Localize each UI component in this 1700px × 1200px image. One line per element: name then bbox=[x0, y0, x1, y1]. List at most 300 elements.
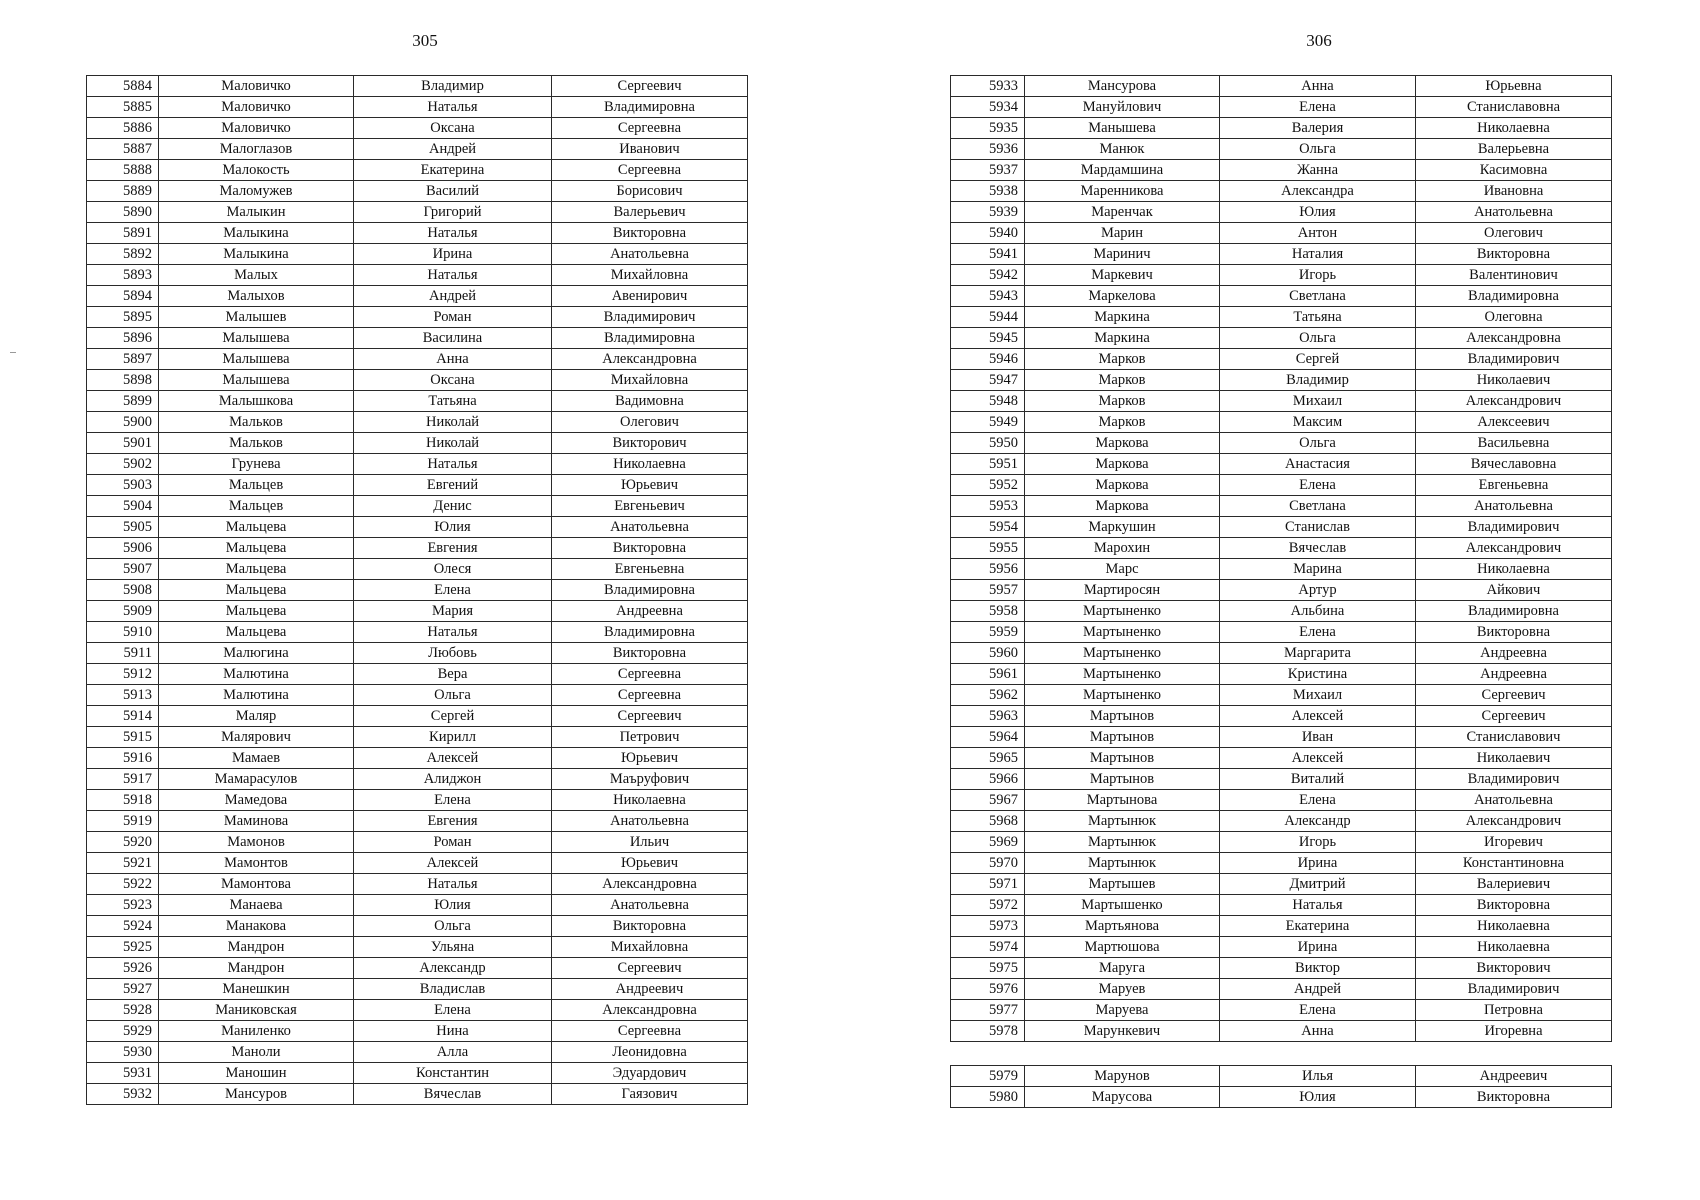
patronymic-cell: Владимировна bbox=[1416, 286, 1612, 307]
patronymic-cell: Викторовна bbox=[552, 223, 748, 244]
row-number-cell: 5918 bbox=[87, 790, 159, 811]
first-name-cell: Анна bbox=[1220, 1021, 1416, 1042]
patronymic-cell: Евгеньевна bbox=[552, 559, 748, 580]
table-row bbox=[951, 412, 1612, 433]
table-row bbox=[87, 769, 748, 790]
row-number-cell: 5935 bbox=[951, 118, 1025, 139]
surname-cell: Мальков bbox=[159, 433, 354, 454]
patronymic-cell: Владимировна bbox=[552, 622, 748, 643]
first-name-cell: Валерия bbox=[1220, 118, 1416, 139]
first-name-cell: Роман bbox=[354, 832, 552, 853]
patronymic-cell: Эдуардович bbox=[552, 1063, 748, 1084]
table-row bbox=[87, 475, 748, 496]
row-number-cell: 5957 bbox=[951, 580, 1025, 601]
first-name-cell: Сергей bbox=[354, 706, 552, 727]
table-row bbox=[87, 223, 748, 244]
patronymic-cell: Валерьевич bbox=[552, 202, 748, 223]
first-name-cell: Василий bbox=[354, 181, 552, 202]
patronymic-cell: Владимировна bbox=[552, 97, 748, 118]
surname-cell: Марунов bbox=[1025, 1066, 1220, 1087]
surname-cell: Мартьянова bbox=[1025, 916, 1220, 937]
table-row bbox=[87, 685, 748, 706]
surname-cell: Мартынов bbox=[1025, 727, 1220, 748]
first-name-cell: Юлия bbox=[1220, 1087, 1416, 1108]
surname-cell: Малютина bbox=[159, 664, 354, 685]
table-row bbox=[951, 286, 1612, 307]
first-name-cell: Татьяна bbox=[1220, 307, 1416, 328]
table-row bbox=[951, 979, 1612, 1000]
first-name-cell: Алексей bbox=[1220, 706, 1416, 727]
table-row bbox=[87, 328, 748, 349]
patronymic-cell: Андреевна bbox=[552, 601, 748, 622]
row-number-cell: 5905 bbox=[87, 517, 159, 538]
row-number-cell: 5961 bbox=[951, 664, 1025, 685]
table-row bbox=[87, 97, 748, 118]
patronymic-cell: Сергеевич bbox=[552, 958, 748, 979]
table-row bbox=[951, 391, 1612, 412]
table-row bbox=[87, 559, 748, 580]
first-name-cell: Олеся bbox=[354, 559, 552, 580]
first-name-cell: Мария bbox=[354, 601, 552, 622]
surname-cell: Маруев bbox=[1025, 979, 1220, 1000]
first-name-cell: Илья bbox=[1220, 1066, 1416, 1087]
first-name-cell: Ольга bbox=[354, 916, 552, 937]
surname-cell: Мальцев bbox=[159, 496, 354, 517]
row-number-cell: 5933 bbox=[951, 76, 1025, 97]
row-number-cell: 5912 bbox=[87, 664, 159, 685]
patronymic-cell: Александрович bbox=[1416, 538, 1612, 559]
patronymic-cell: Николаевна bbox=[1416, 118, 1612, 139]
patronymic-cell: Валерьевна bbox=[1416, 139, 1612, 160]
patronymic-cell: Анатольевна bbox=[1416, 790, 1612, 811]
patronymic-cell: Гаязович bbox=[552, 1084, 748, 1105]
row-number-cell: 5955 bbox=[951, 538, 1025, 559]
row-number-cell: 5946 bbox=[951, 349, 1025, 370]
first-name-cell: Екатерина bbox=[354, 160, 552, 181]
first-name-cell: Николай bbox=[354, 433, 552, 454]
first-name-cell: Елена bbox=[1220, 790, 1416, 811]
table-row bbox=[87, 937, 748, 958]
surname-cell: Маркова bbox=[1025, 433, 1220, 454]
patronymic-cell: Владимирович bbox=[1416, 517, 1612, 538]
surname-cell: Мамонтова bbox=[159, 874, 354, 895]
first-name-cell: Виталий bbox=[1220, 769, 1416, 790]
table-row bbox=[87, 1021, 748, 1042]
row-number-cell: 5977 bbox=[951, 1000, 1025, 1021]
patronymic-cell: Касимовна bbox=[1416, 160, 1612, 181]
row-number-cell: 5889 bbox=[87, 181, 159, 202]
table-row bbox=[87, 664, 748, 685]
first-name-cell: Оксана bbox=[354, 370, 552, 391]
row-number-cell: 5959 bbox=[951, 622, 1025, 643]
first-name-cell: Ольга bbox=[354, 685, 552, 706]
surname-cell: Малышева bbox=[159, 349, 354, 370]
patronymic-cell: Владимировна bbox=[1416, 601, 1612, 622]
row-number-cell: 5969 bbox=[951, 832, 1025, 853]
surname-cell: Мальков bbox=[159, 412, 354, 433]
row-number-cell: 5891 bbox=[87, 223, 159, 244]
surname-cell: Малютина bbox=[159, 685, 354, 706]
registry-table-right-continuation bbox=[950, 1065, 1612, 1108]
surname-cell: Марункевич bbox=[1025, 1021, 1220, 1042]
table-row bbox=[951, 664, 1612, 685]
table-row bbox=[951, 349, 1612, 370]
table-row bbox=[951, 748, 1612, 769]
table-row bbox=[951, 1021, 1612, 1042]
first-name-cell: Маргарита bbox=[1220, 643, 1416, 664]
row-number-cell: 5958 bbox=[951, 601, 1025, 622]
surname-cell: Мартыненко bbox=[1025, 643, 1220, 664]
surname-cell: Мамаев bbox=[159, 748, 354, 769]
first-name-cell: Татьяна bbox=[354, 391, 552, 412]
patronymic-cell: Сергеевич bbox=[552, 76, 748, 97]
patronymic-cell: Авенирович bbox=[552, 286, 748, 307]
surname-cell: Маруева bbox=[1025, 1000, 1220, 1021]
surname-cell: Маловичко bbox=[159, 97, 354, 118]
surname-cell: Маренчак bbox=[1025, 202, 1220, 223]
surname-cell: Мартынова bbox=[1025, 790, 1220, 811]
first-name-cell: Наталья bbox=[354, 622, 552, 643]
table-row bbox=[87, 160, 748, 181]
surname-cell: Малышева bbox=[159, 370, 354, 391]
row-number-cell: 5915 bbox=[87, 727, 159, 748]
patronymic-cell: Михайловна bbox=[552, 265, 748, 286]
surname-cell: Маминова bbox=[159, 811, 354, 832]
surname-cell: Малюгина bbox=[159, 643, 354, 664]
row-number-cell: 5906 bbox=[87, 538, 159, 559]
patronymic-cell: Валериевич bbox=[1416, 874, 1612, 895]
surname-cell: Малоглазов bbox=[159, 139, 354, 160]
first-name-cell: Михаил bbox=[1220, 391, 1416, 412]
surname-cell: Мамонтов bbox=[159, 853, 354, 874]
surname-cell: Маринич bbox=[1025, 244, 1220, 265]
table-row bbox=[87, 1063, 748, 1084]
surname-cell: Мальцева bbox=[159, 622, 354, 643]
table-row bbox=[87, 895, 748, 916]
patronymic-cell: Николаевич bbox=[1416, 748, 1612, 769]
surname-cell: Маниленко bbox=[159, 1021, 354, 1042]
surname-cell: Мамедова bbox=[159, 790, 354, 811]
first-name-cell: Вячеслав bbox=[1220, 538, 1416, 559]
first-name-cell: Евгения bbox=[354, 811, 552, 832]
surname-cell: Маркина bbox=[1025, 328, 1220, 349]
row-number-cell: 5975 bbox=[951, 958, 1025, 979]
surname-cell: Грунева bbox=[159, 454, 354, 475]
patronymic-cell: Олеговна bbox=[1416, 307, 1612, 328]
patronymic-cell: Сергеевна bbox=[552, 160, 748, 181]
row-number-cell: 5950 bbox=[951, 433, 1025, 454]
row-number-cell: 5923 bbox=[87, 895, 159, 916]
patronymic-cell: Владимирович bbox=[1416, 769, 1612, 790]
patronymic-cell: Андреевич bbox=[552, 979, 748, 1000]
row-number-cell: 5936 bbox=[951, 139, 1025, 160]
table-row bbox=[951, 328, 1612, 349]
first-name-cell: Наталья bbox=[1220, 895, 1416, 916]
first-name-cell: Николай bbox=[354, 412, 552, 433]
row-number-cell: 5942 bbox=[951, 265, 1025, 286]
row-number-cell: 5963 bbox=[951, 706, 1025, 727]
first-name-cell: Антон bbox=[1220, 223, 1416, 244]
surname-cell: Марков bbox=[1025, 412, 1220, 433]
patronymic-cell: Станиславович bbox=[1416, 727, 1612, 748]
first-name-cell: Ольга bbox=[1220, 328, 1416, 349]
patronymic-cell: Николаевна bbox=[552, 790, 748, 811]
first-name-cell: Елена bbox=[1220, 475, 1416, 496]
row-number-cell: 5949 bbox=[951, 412, 1025, 433]
first-name-cell: Елена bbox=[354, 580, 552, 601]
patronymic-cell: Сергеевна bbox=[552, 1021, 748, 1042]
first-name-cell: Елена bbox=[1220, 97, 1416, 118]
table-row bbox=[87, 790, 748, 811]
patronymic-cell: Ивановна bbox=[1416, 181, 1612, 202]
table-row bbox=[87, 832, 748, 853]
table-row bbox=[87, 1084, 748, 1105]
surname-cell: Маляр bbox=[159, 706, 354, 727]
patronymic-cell: Владимирович bbox=[1416, 349, 1612, 370]
first-name-cell: Наталья bbox=[354, 223, 552, 244]
table-row bbox=[951, 496, 1612, 517]
patronymic-cell: Андреевна bbox=[1416, 643, 1612, 664]
row-number-cell: 5920 bbox=[87, 832, 159, 853]
table-row bbox=[87, 118, 748, 139]
patronymic-cell: Александрович bbox=[1416, 391, 1612, 412]
row-number-cell: 5926 bbox=[87, 958, 159, 979]
surname-cell: Маноли bbox=[159, 1042, 354, 1063]
table-row bbox=[87, 622, 748, 643]
first-name-cell: Наталья bbox=[354, 97, 552, 118]
first-name-cell: Александра bbox=[1220, 181, 1416, 202]
row-number-cell: 5937 bbox=[951, 160, 1025, 181]
surname-cell: Мамарасулов bbox=[159, 769, 354, 790]
row-number-cell: 5917 bbox=[87, 769, 159, 790]
surname-cell: Мартынов bbox=[1025, 706, 1220, 727]
surname-cell: Малыкина bbox=[159, 244, 354, 265]
table-row bbox=[951, 118, 1612, 139]
surname-cell: Маниковская bbox=[159, 1000, 354, 1021]
surname-cell: Мартыненко bbox=[1025, 622, 1220, 643]
table-row bbox=[951, 517, 1612, 538]
row-number-cell: 5886 bbox=[87, 118, 159, 139]
surname-cell: Мальцева bbox=[159, 580, 354, 601]
row-number-cell: 5943 bbox=[951, 286, 1025, 307]
first-name-cell: Евгения bbox=[354, 538, 552, 559]
row-number-cell: 5956 bbox=[951, 559, 1025, 580]
first-name-cell: Андрей bbox=[354, 286, 552, 307]
first-name-cell: Игорь bbox=[1220, 832, 1416, 853]
row-number-cell: 5948 bbox=[951, 391, 1025, 412]
patronymic-cell: Александровна bbox=[1416, 328, 1612, 349]
table-row bbox=[951, 307, 1612, 328]
surname-cell: Мальцева bbox=[159, 538, 354, 559]
table-row bbox=[951, 601, 1612, 622]
row-number-cell: 5976 bbox=[951, 979, 1025, 1000]
table-row bbox=[87, 391, 748, 412]
surname-cell: Мартышенко bbox=[1025, 895, 1220, 916]
table-row bbox=[87, 265, 748, 286]
patronymic-cell: Евгеньевич bbox=[552, 496, 748, 517]
surname-cell: Марков bbox=[1025, 370, 1220, 391]
patronymic-cell: Маъруфович bbox=[552, 769, 748, 790]
patronymic-cell: Олегович bbox=[1416, 223, 1612, 244]
table-row bbox=[951, 181, 1612, 202]
row-number-cell: 5895 bbox=[87, 307, 159, 328]
table-row bbox=[87, 517, 748, 538]
first-name-cell: Светлана bbox=[1220, 496, 1416, 517]
patronymic-cell: Вадимовна bbox=[552, 391, 748, 412]
patronymic-cell: Викторовна bbox=[552, 916, 748, 937]
surname-cell: Мартыненко bbox=[1025, 664, 1220, 685]
patronymic-cell: Викторовна bbox=[1416, 1087, 1612, 1108]
patronymic-cell: Викторовна bbox=[1416, 244, 1612, 265]
patronymic-cell: Юрьевич bbox=[552, 475, 748, 496]
row-number-cell: 5902 bbox=[87, 454, 159, 475]
table-row bbox=[951, 559, 1612, 580]
table-row bbox=[951, 685, 1612, 706]
surname-cell: Маркова bbox=[1025, 475, 1220, 496]
patronymic-cell: Игоревич bbox=[1416, 832, 1612, 853]
table-row bbox=[87, 979, 748, 1000]
row-number-cell: 5965 bbox=[951, 748, 1025, 769]
patronymic-cell: Сергеевна bbox=[552, 118, 748, 139]
first-name-cell: Юлия bbox=[1220, 202, 1416, 223]
table-row bbox=[951, 160, 1612, 181]
first-name-cell: Владислав bbox=[354, 979, 552, 1000]
surname-cell: Мануйлович bbox=[1025, 97, 1220, 118]
first-name-cell: Альбина bbox=[1220, 601, 1416, 622]
row-number-cell: 5939 bbox=[951, 202, 1025, 223]
first-name-cell: Сергей bbox=[1220, 349, 1416, 370]
patronymic-cell: Анатольевна bbox=[1416, 496, 1612, 517]
first-name-cell: Иван bbox=[1220, 727, 1416, 748]
surname-cell: Малых bbox=[159, 265, 354, 286]
table-row bbox=[87, 748, 748, 769]
surname-cell: Маловичко bbox=[159, 76, 354, 97]
first-name-cell: Наталья bbox=[354, 454, 552, 475]
first-name-cell: Вера bbox=[354, 664, 552, 685]
table-row bbox=[87, 139, 748, 160]
patronymic-cell: Васильевна bbox=[1416, 433, 1612, 454]
patronymic-cell: Андреевич bbox=[1416, 1066, 1612, 1087]
patronymic-cell: Анатольевна bbox=[552, 244, 748, 265]
row-number-cell: 5929 bbox=[87, 1021, 159, 1042]
patronymic-cell: Валентинович bbox=[1416, 265, 1612, 286]
patronymic-cell: Николаевич bbox=[1416, 370, 1612, 391]
surname-cell: Мартынов bbox=[1025, 769, 1220, 790]
surname-cell: Маломужев bbox=[159, 181, 354, 202]
first-name-cell: Ирина bbox=[1220, 937, 1416, 958]
table-row bbox=[87, 454, 748, 475]
first-name-cell: Юлия bbox=[354, 895, 552, 916]
row-number-cell: 5909 bbox=[87, 601, 159, 622]
row-number-cell: 5921 bbox=[87, 853, 159, 874]
row-number-cell: 5890 bbox=[87, 202, 159, 223]
table-row bbox=[951, 643, 1612, 664]
surname-cell: Марс bbox=[1025, 559, 1220, 580]
table-row bbox=[87, 181, 748, 202]
patronymic-cell: Игоревна bbox=[1416, 1021, 1612, 1042]
first-name-cell: Анна bbox=[1220, 76, 1416, 97]
surname-cell: Манаева bbox=[159, 895, 354, 916]
first-name-cell: Оксана bbox=[354, 118, 552, 139]
table-row bbox=[951, 97, 1612, 118]
table-row bbox=[951, 580, 1612, 601]
patronymic-cell: Алексеевич bbox=[1416, 412, 1612, 433]
row-number-cell: 5896 bbox=[87, 328, 159, 349]
first-name-cell: Анастасия bbox=[1220, 454, 1416, 475]
first-name-cell: Андрей bbox=[1220, 979, 1416, 1000]
row-number-cell: 5914 bbox=[87, 706, 159, 727]
patronymic-cell: Викторович bbox=[552, 433, 748, 454]
table-row bbox=[87, 307, 748, 328]
row-number-cell: 5945 bbox=[951, 328, 1025, 349]
table-row bbox=[951, 244, 1612, 265]
table-row bbox=[87, 286, 748, 307]
first-name-cell: Алексей bbox=[354, 853, 552, 874]
first-name-cell: Александр bbox=[354, 958, 552, 979]
patronymic-cell: Петровна bbox=[1416, 1000, 1612, 1021]
table-row bbox=[951, 958, 1612, 979]
table-row bbox=[951, 76, 1612, 97]
row-number-cell: 5940 bbox=[951, 223, 1025, 244]
surname-cell: Маловичко bbox=[159, 118, 354, 139]
table-row bbox=[951, 202, 1612, 223]
table-row bbox=[87, 76, 748, 97]
patronymic-cell: Иванович bbox=[552, 139, 748, 160]
scan-mark bbox=[10, 352, 16, 353]
table-row bbox=[951, 1087, 1612, 1108]
registry-table-right bbox=[950, 75, 1612, 1042]
first-name-cell: Ольга bbox=[1220, 433, 1416, 454]
first-name-cell: Игорь bbox=[1220, 265, 1416, 286]
first-name-cell: Александр bbox=[1220, 811, 1416, 832]
row-number-cell: 5901 bbox=[87, 433, 159, 454]
row-number-cell: 5962 bbox=[951, 685, 1025, 706]
first-name-cell: Наталия bbox=[1220, 244, 1416, 265]
surname-cell: Малыкин bbox=[159, 202, 354, 223]
patronymic-cell: Владимировна bbox=[552, 580, 748, 601]
table-row bbox=[87, 643, 748, 664]
first-name-cell: Кристина bbox=[1220, 664, 1416, 685]
row-number-cell: 5893 bbox=[87, 265, 159, 286]
table-row bbox=[951, 223, 1612, 244]
first-name-cell: Виктор bbox=[1220, 958, 1416, 979]
first-name-cell: Нина bbox=[354, 1021, 552, 1042]
surname-cell: Малышев bbox=[159, 307, 354, 328]
row-number-cell: 5922 bbox=[87, 874, 159, 895]
row-number-cell: 5884 bbox=[87, 76, 159, 97]
table-row bbox=[951, 727, 1612, 748]
table-row bbox=[951, 874, 1612, 895]
table-row bbox=[87, 1042, 748, 1063]
first-name-cell: Григорий bbox=[354, 202, 552, 223]
table-row bbox=[951, 454, 1612, 475]
surname-cell: Малышкова bbox=[159, 391, 354, 412]
surname-cell: Манюк bbox=[1025, 139, 1220, 160]
table-row bbox=[951, 622, 1612, 643]
patronymic-cell: Сергеевна bbox=[552, 685, 748, 706]
row-number-cell: 5910 bbox=[87, 622, 159, 643]
surname-cell: Маркина bbox=[1025, 307, 1220, 328]
row-number-cell: 5947 bbox=[951, 370, 1025, 391]
table-row bbox=[951, 1066, 1612, 1087]
row-number-cell: 5925 bbox=[87, 937, 159, 958]
surname-cell: Мардамшина bbox=[1025, 160, 1220, 181]
table-row bbox=[87, 727, 748, 748]
page-number-left: 305 bbox=[412, 31, 438, 50]
table-row bbox=[87, 853, 748, 874]
table-row bbox=[951, 832, 1612, 853]
surname-cell: Малышева bbox=[159, 328, 354, 349]
